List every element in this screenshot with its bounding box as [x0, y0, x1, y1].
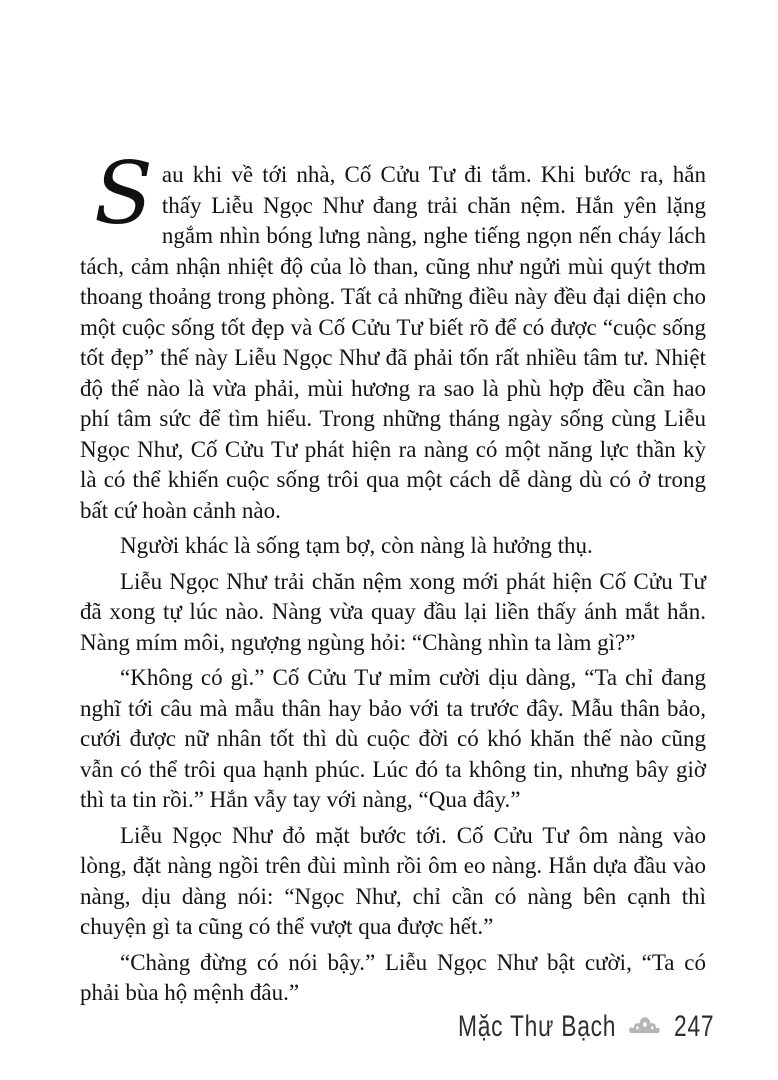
paragraph: “Chàng đừng có nói bậy.” Liễu Ngọc Như bật cười, “Ta có phải bùa hộ mệnh đâu.”	[80, 949, 706, 1005]
cloud-ornament-icon	[625, 1014, 665, 1040]
body-text	[80, 144, 706, 1014]
paragraph: Liễu Ngọc Như đỏ mặt bước tới. Cố Cửu Tư ôm nàng vào lòng, đặt nàng ngồi trên đùi mình rồi ôm eo nàng. Hắn dựa đầu vào nàng, dịu dàng nói: “Ngọc Như, chỉ cần có nàng bên cạnh thì chuyện gì ta cũng có thể vượt qua được hết.”	[80, 822, 706, 939]
paragraph	[80, 144, 706, 526]
page-number: 247	[673, 1010, 714, 1043]
paragraph: “Không có gì.” Cố Cửu Tư mỉm cười dịu dàng, “Ta chỉ đang nghĩ tới câu mà mẫu thân hay bảo với ta trước đây. Mẫu thân bảo, cưới được nữ nhân tốt thì dù cuộc đời có khó khăn thế nào cũng vẫn có thể trôi qua hạnh phúc. Lúc đó ta không tin, nhưng bây giờ thì ta tin rồi.” Hắn vẫy tay với nàng, “Qua đây.”	[80, 665, 706, 812]
page-footer	[458, 1010, 714, 1044]
dropcap-letter: S	[94, 144, 153, 244]
paragraph: Liễu Ngọc Như trải chăn nệm xong mới phát hiện Cố Cửu Tư đã xong tự lúc nào. Nàng vừa quay đầu lại liền thấy ánh mắt hắn. Nàng mím môi, ngượng ngùng hỏi: “Chàng nhìn ta làm gì?”	[80, 568, 706, 655]
paragraph: Người khác là sống tạm bợ, còn nàng là hưởng thụ.	[120, 533, 593, 558]
paragraph-text: au khi về tới nhà, Cố Cửu Tư đi tắm. Khi bước ra, hắn thấy Liễu Ngọc Như đang trải chăn nệm. Hắn yên lặng ngắm nhìn bóng lưng nàng, nghe tiếng ngọn nến cháy lách tách, cảm nhận nhiệt độ của lò than, cũng như ngửi mùi quýt thơm thoang thoảng trong phòng. Tất cả những điều này đều đại diện cho một cuộc sống tốt đẹp và Cố Cửu Tư biết rõ để có được “cuộc sống tốt đẹp” thế này Liễu Ngọc Như đã phải tốn rất nhiều tâm tư. Nhiệt độ thế nào là vừa phải, mùi hương ra sao là phù hợp đều cần hao phí tâm sức để tìm hiểu. Trong những tháng ngày sống cùng Liễu Ngọc Như, Cố Cửu Tư phát hiện ra nàng có một năng lực thần kỳ là có thể khiến cuộc sống trôi qua một cách dễ dàng dù có ở trong bất cứ hoàn cảnh nào.	[80, 162, 706, 523]
author-name: Mặc Thư Bạch	[457, 1010, 616, 1043]
